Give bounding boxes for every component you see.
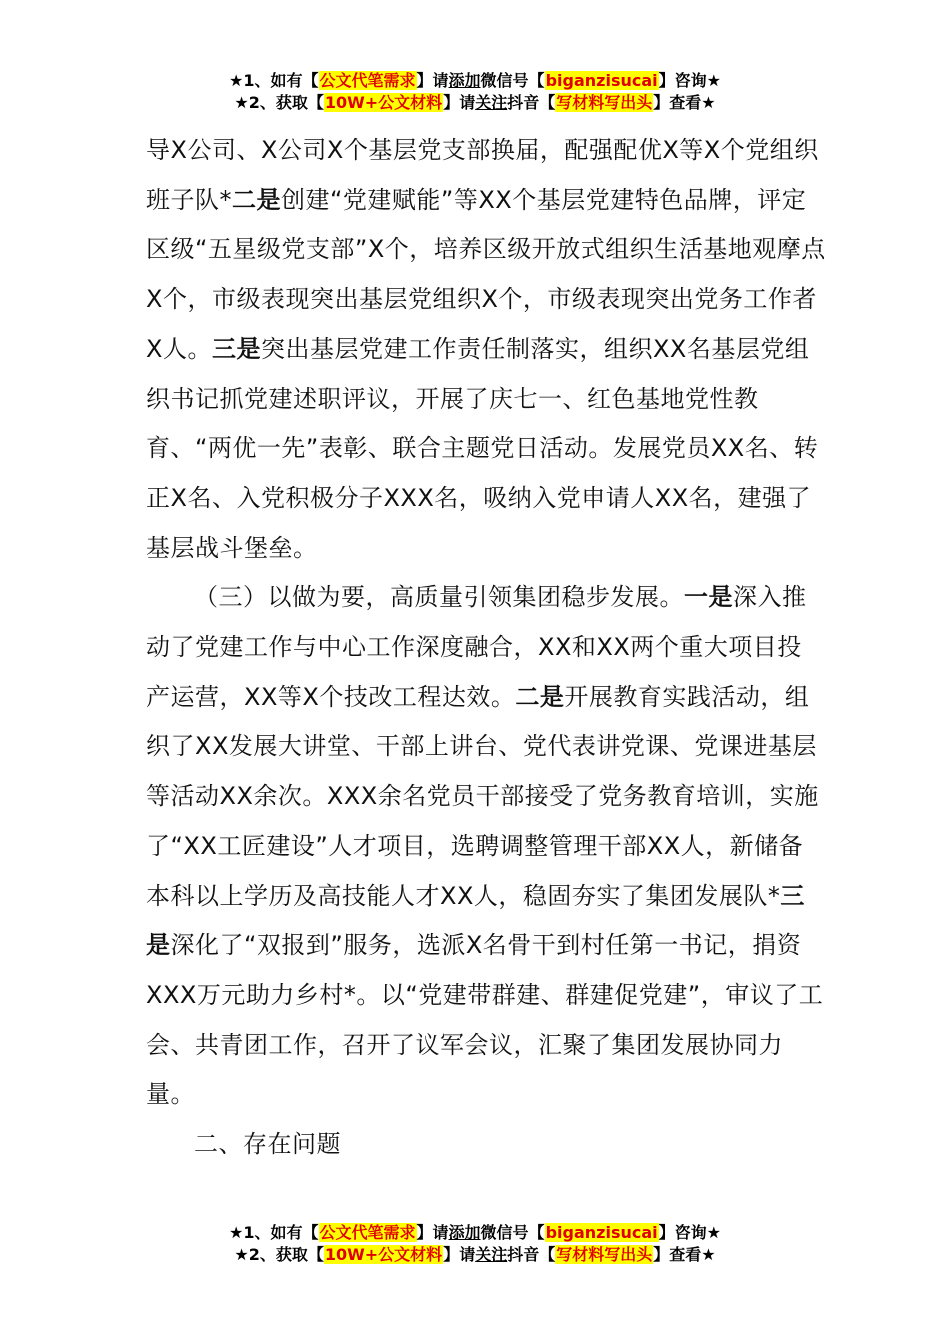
document-body <box>146 126 826 1170</box>
banner-douyin-id: 写材料写出头 <box>556 93 653 112</box>
banner-highlight: 10W+公文材料 <box>324 1245 443 1264</box>
banner-wechat-id: biganzisucai <box>545 1223 658 1242</box>
banner-line-2: ★2、获取【10W+公文材料】请关注抖音【写材料写出头】查看★ <box>234 1245 716 1264</box>
paragraph-1: 导X公司、X公司X个基层党支部换届，配强配优X等X个党组织班子队*二是创建“党建赋能”等XX个基层党建特色品牌，评定区级“五星级党支部”X个，培养区级开放式组织生活基地观摩点X个，市级表现突出基层党组织X个，市级表现突出党务工作者X人。三是突出基层党建工作责任制落实，组织XX名基层党组织书记抓党建述职评议，开展了庆七一、红色基地党性教育、“两优一先”表彰、联合主题党日活动。发展党员XX名、转正X名、入党积极分子XXX名，吸纳入党申请人XX名，建强了基层战斗堡垒。 <box>146 136 826 562</box>
banner-wechat-id: biganzisucai <box>545 71 658 90</box>
banner-line-1: ★1、如有【公文代笔需求】请添加微信号【biganzisucai】咨询★ <box>229 1223 721 1242</box>
banner-line-1: ★1、如有【公文代笔需求】请添加微信号【biganzisucai】咨询★ <box>229 71 721 90</box>
paragraph-2: （三）以做为要，高质量引领集团稳步发展。一是深入推动了党建工作与中心工作深度融合，XX和XX两个重大项目投产运营，XX等X个技改工程达效。二是开展教育实践活动，组织了XX发展大讲堂、干部上讲台、党代表讲党课、党课进基层等活动XX余次。XXX余名党员干部接受了党务教育培训，实施了“XX工匠建设”人才项目，选聘调整管理干部XX人，新储备本科以上学历及高技能人才XX人，稳固夯实了集团发展队*三是深化了“双报到”服务，选派X名骨干到村任第一书记，捐资XXX万元助力乡村*。以“党建带群建、群建促党建”，审议了工会、共青团工作，召开了议军会议，汇聚了集团发展协同力量。 <box>146 583 824 1109</box>
banner-line-2: ★2、获取【10W+公文材料】请关注抖音【写材料写出头】查看★ <box>234 93 716 112</box>
banner-highlight: 公文代笔需求 <box>319 71 416 90</box>
section-heading: 二、存在问题 <box>194 1130 341 1159</box>
top-banner <box>0 70 950 114</box>
banner-highlight: 10W+公文材料 <box>324 93 443 112</box>
bottom-banner <box>0 1222 950 1266</box>
banner-douyin-id: 写材料写出头 <box>556 1245 653 1264</box>
banner-highlight: 公文代笔需求 <box>319 1223 416 1242</box>
